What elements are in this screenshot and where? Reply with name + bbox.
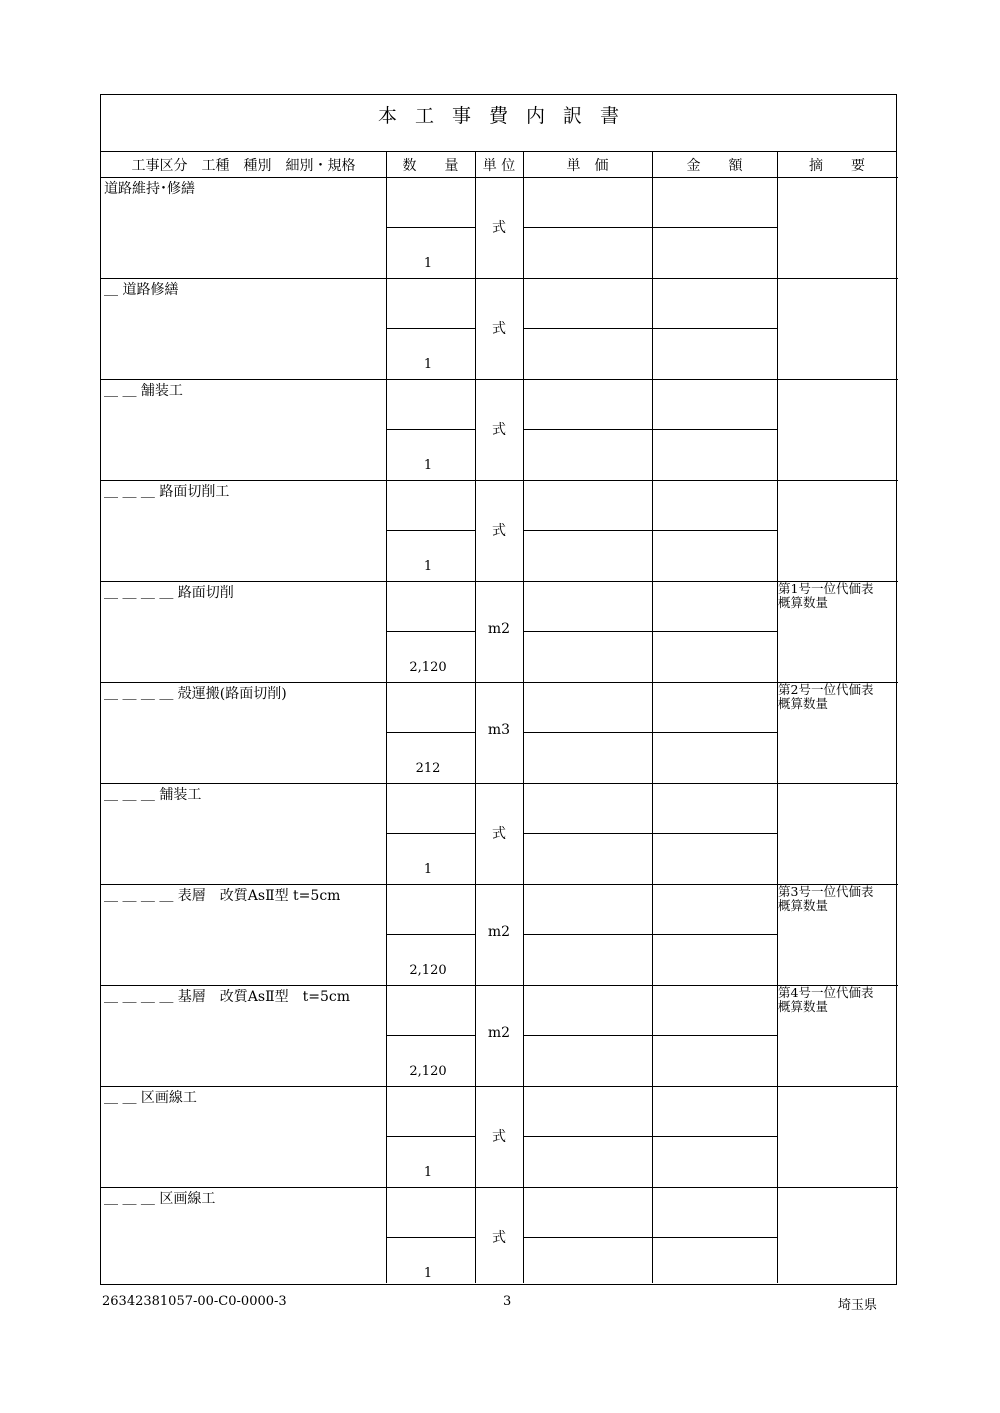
grid-horizontal-line [523, 833, 777, 834]
grid-horizontal-line [523, 1136, 777, 1137]
grid-horizontal-line [101, 1187, 898, 1188]
title-row [101, 95, 896, 152]
item-quantity: 1 [423, 256, 433, 271]
item-unit: 式 [492, 1230, 506, 1246]
grid-vertical-line [777, 152, 778, 1283]
grid-horizontal-line [386, 934, 475, 935]
grid-vertical-line [523, 152, 524, 1283]
header-unit-price: 単 価 [566, 157, 609, 174]
item-quantity: 1 [423, 458, 433, 473]
item-quantity: 2,120 [409, 660, 447, 675]
item-quantity: 1 [423, 1165, 433, 1180]
grid-horizontal-line [523, 227, 777, 228]
item-remark-reference: 第3号一位代価表 [778, 884, 874, 899]
item-quantity: 2,120 [409, 1064, 447, 1079]
grid-horizontal-line [523, 631, 777, 632]
grid-horizontal-line [386, 1136, 475, 1137]
item-name: ＿ ＿ ＿ 区画線工 [104, 1191, 216, 1207]
item-name: ＿ ＿ ＿ 舗装工 [104, 787, 202, 803]
item-remark-note: 概算数量 [778, 999, 829, 1014]
cost-breakdown-sheet [100, 94, 897, 1285]
item-unit: 式 [492, 422, 506, 438]
item-remark-note: 概算数量 [778, 898, 829, 913]
item-quantity: 1 [423, 559, 433, 574]
issuer-name: 埼玉県 [838, 1298, 878, 1313]
item-remark-note: 概算数量 [778, 696, 829, 711]
grid-horizontal-line [523, 429, 777, 430]
header-remarks: 摘 要 [809, 157, 865, 174]
grid-horizontal-line [101, 177, 898, 178]
document-number: 26342381057-00-C0-0000-3 [102, 1294, 287, 1309]
item-unit: m2 [487, 621, 511, 637]
item-name: ＿ ＿ ＿ ＿ 殻運搬(路面切削) [104, 686, 287, 702]
grid-horizontal-line [386, 530, 475, 531]
grid-horizontal-line [523, 1035, 777, 1036]
grid-horizontal-line [386, 429, 475, 430]
item-unit: m2 [487, 924, 511, 940]
header-amount: 金 額 [686, 157, 743, 174]
item-name: 道路維持･修繕 [104, 181, 195, 197]
grid-horizontal-line [101, 1086, 898, 1087]
item-quantity: 1 [423, 1266, 433, 1281]
grid-horizontal-line [386, 227, 475, 228]
grid-horizontal-line [101, 783, 898, 784]
header-quantity: 数 量 [402, 157, 459, 174]
grid-horizontal-line [523, 732, 777, 733]
grid-horizontal-line [386, 328, 475, 329]
item-unit: 式 [492, 220, 506, 236]
item-quantity: 1 [423, 862, 433, 877]
item-unit: m3 [487, 722, 511, 738]
item-name: ＿ ＿ ＿ ＿ 路面切削 [104, 585, 234, 601]
item-name: ＿ ＿ 舗装工 [104, 383, 183, 399]
grid-horizontal-line [386, 833, 475, 834]
header-unit: 単 位 [482, 157, 516, 174]
item-quantity: 1 [423, 357, 433, 372]
item-unit: 式 [492, 321, 506, 337]
item-unit: 式 [492, 826, 506, 842]
page-number: 3 [503, 1294, 512, 1309]
item-name: ＿ ＿ ＿ 路面切削工 [104, 484, 230, 500]
grid-horizontal-line [101, 278, 898, 279]
grid-horizontal-line [523, 934, 777, 935]
item-unit: m2 [487, 1025, 511, 1041]
grid-horizontal-line [386, 732, 475, 733]
document-title: 本工事費内訳書 [377, 105, 637, 127]
item-unit: 式 [492, 1129, 506, 1145]
item-name: ＿ 道路修繕 [104, 282, 179, 298]
item-remark-reference: 第4号一位代価表 [778, 985, 874, 1000]
item-quantity: 2,120 [409, 963, 447, 978]
item-name: ＿ ＿ ＿ ＿ 基層 改質AsⅡ型 t=5cm [104, 989, 350, 1005]
item-unit: 式 [492, 523, 506, 539]
grid-horizontal-line [523, 328, 777, 329]
item-remark-reference: 第1号一位代価表 [778, 581, 874, 596]
grid-horizontal-line [386, 1237, 475, 1238]
item-name: ＿ ＿ ＿ ＿ 表層 改質AsⅡ型 t=5cm [104, 888, 341, 904]
item-remark-reference: 第2号一位代価表 [778, 682, 874, 697]
grid-horizontal-line [523, 1237, 777, 1238]
grid-vertical-line [652, 152, 653, 1283]
item-remark-note: 概算数量 [778, 595, 829, 610]
item-name: ＿ ＿ 区画線工 [104, 1090, 197, 1106]
grid-horizontal-line [386, 631, 475, 632]
grid-horizontal-line [523, 530, 777, 531]
item-quantity: 212 [415, 761, 441, 776]
grid-horizontal-line [386, 1035, 475, 1036]
grid-horizontal-line [101, 379, 898, 380]
grid-vertical-line [386, 152, 387, 1283]
header-item: 工事区分 工種 種別 細別・規格 [131, 157, 356, 174]
